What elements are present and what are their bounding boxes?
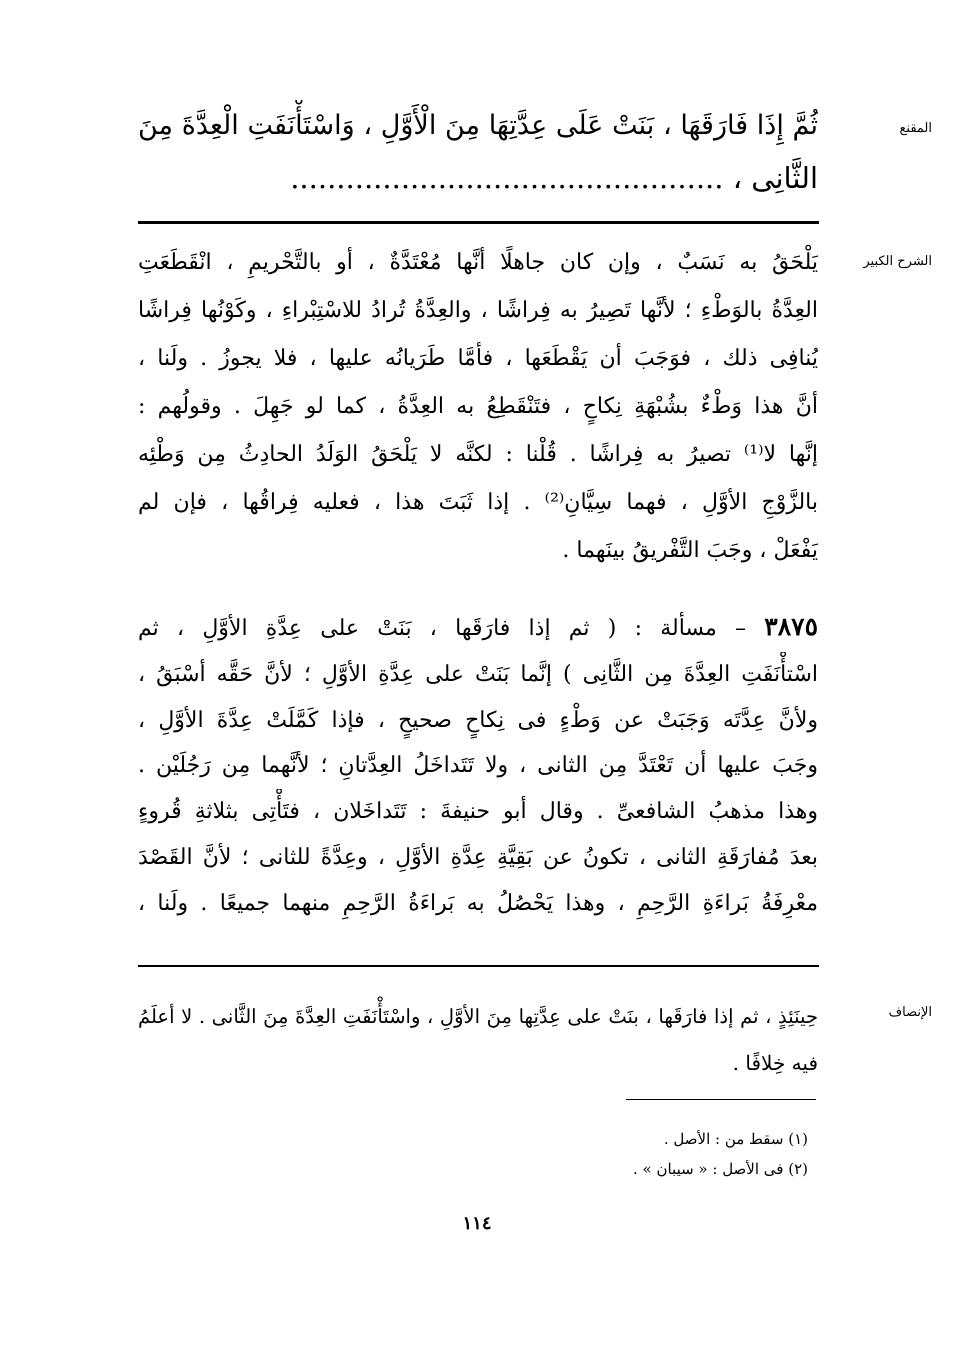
section-divider (138, 221, 819, 224)
insaf-text (138, 993, 818, 1087)
sharh-section-label: الشرح الكبير (863, 254, 932, 269)
sharh-line: يَلْحَقُ به نَسَبٌ ، وإن كان جاهلًا أنَّها مُعْتَدَّةٌ ، أو بالتَّحْريمِ ، انْقَطَعَتِ (138, 250, 818, 275)
footnote: (٢) فى الأصل : « سيبان » . (632, 1160, 808, 1178)
masala-line: اسْتأْنَفَتِ العِدَّةَ مِن الثَّانِى ) إنَّما بَنَتْ على عِدَّةِ الأوَّلِ ؛ لأنَّ حَقَّه أسْبَقُ ، (138, 661, 818, 687)
masala-line: معْرِفَةُ بَراءَةِ الرَّحِمِ ، وهذا يَحْصُلُ به بَراءَةُ الرَّحِمِ منهما جميعًا . ولَنا ، (138, 890, 818, 916)
masala-text (138, 604, 818, 927)
muqni-text (138, 100, 818, 204)
masala-line: ولأنَّ عِدَّتَه وَجَبَتْ عن وَطْءٍ فى نِكاحٍ صحيحٍ ، فإذا كَمَّلَتْ عِدَّةَ الأوَّلِ ، (138, 707, 818, 733)
masala-number: ٣٨٧٥ (764, 612, 818, 641)
sharh-line: إنَّها لا⁽¹⁾ تصيرُ به فِراشًا . قُلْنا : لكنَّه لا يَلْحَقُ الوَلَدُ الحادِثُ مِن وَطْئِه (138, 442, 818, 467)
sharh-line: أنَّ هذا وَطْءٌ بشُبْهَةِ نِكاحٍ ، فتَنْقَطِعُ به العِدَّةُ ، كما لو جَهِلَ . وقولُهم : (138, 394, 818, 419)
insaf-divider (138, 965, 819, 967)
insaf-line: حِينَئِذٍ ، ثم إذا فارَقَها ، بنَتْ على عِدَّتِها مِنَ الأوَّلِ ، واسْتَأْنَفَتِ العِدَّةَ مِنَ الثَّانى . لا أعلَمُ (138, 1005, 818, 1028)
insaf-line: فيه خِلافًا . (732, 1051, 818, 1075)
masala-heading-line (138, 604, 818, 652)
sharh-line: يَفْعَلْ ، وجَبَ التَّفْريقُ بينَهما . (562, 538, 818, 563)
masala-line: وجَبَ عليها أن تَعْتَدَّ مِن الثانى ، ولا تَتَداخَلُ العِدَّتانِ ؛ لأنَّهما مِن رَجُلَيْن . (138, 753, 818, 779)
muqni-section-label: المقنع (899, 121, 932, 136)
footnote-divider (626, 1099, 816, 1100)
muqni-line: الثَّانِى ، ............................................... (290, 161, 818, 195)
muqni-line: ثُمَّ إِذَا فَارَقَهَا ، بَنَتْ عَلَى عِدَّتِهَا مِنَ الْأَوَّلِ ، وَاسْتَأْنَفَتِ الْعِدَّةَ مِنَ (138, 110, 818, 141)
footnote: (١) سقط من : الأصل . (663, 1130, 808, 1148)
page-number: ١١٤ (462, 1213, 492, 1234)
sharh-line: بالزَّوْجِ الأوَّلِ ، فهما سِيَّانِ⁽²⁾ . إذا ثَبَتَ هذا ، فعليه فِراقُها ، فإن لم (138, 490, 818, 515)
insaf-section-label: الإنصاف (888, 1005, 932, 1020)
masala-line: بعدَ مُفارَقَةِ الثانى ، تكونُ عن بَقِيَّةِ عِدَّةِ الأوَّلِ ، وعِدَّةً للثانى ؛ لأنَّ القَصْدَ (138, 844, 818, 870)
sharh-line: العِدَّةُ بالوَطْءِ ؛ لأنَّها تَصِيرُ به فِراشًا ، والعِدَّةُ تُرادُ للاسْتِبْراءِ ، وكَوْنُها فِراشًا (138, 298, 818, 323)
masala-heading-text: – مسألة : ( ثم إذا فارَقَها ، بَنَتْ على عِدَّةِ الأوَّلِ ، ثم (138, 616, 765, 641)
footnotes (633, 1124, 808, 1184)
sharh-text (138, 239, 818, 575)
masala-line: وهذا مذهبُ الشافعىِّ . وقال أبو حنيفةَ : تَتَداخَلان ، فتَأْتِى بثلاثةِ قُروءٍ (138, 799, 818, 825)
sharh-line: يُنافِى ذلك ، فوَجَبَ أن يَقْطَعَها ، فأمَّا طَرَيانُه عليها ، فلا يجوزُ . ولَنا ، (138, 346, 818, 371)
